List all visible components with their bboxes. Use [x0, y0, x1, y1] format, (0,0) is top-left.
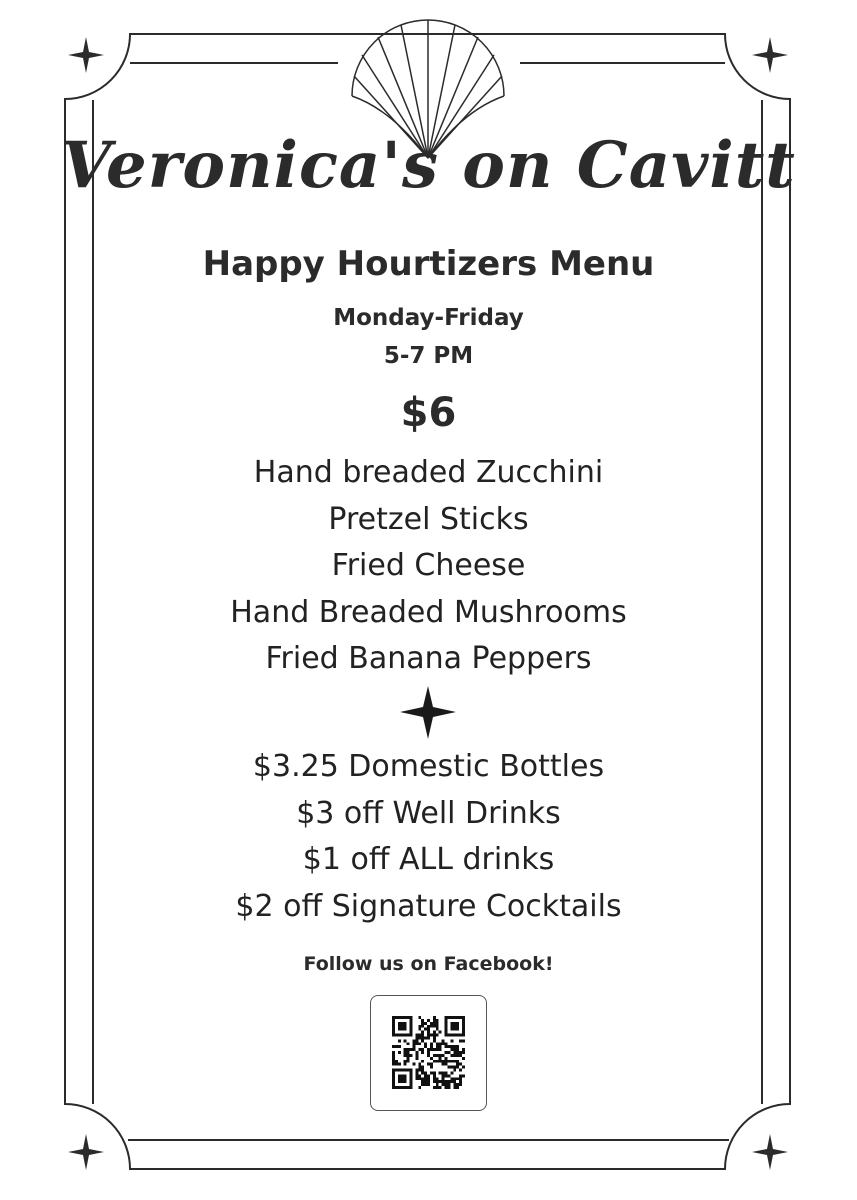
qr-code-icon [392, 1016, 465, 1089]
restaurant-title: Veronica's on Cavitt [61, 128, 796, 203]
food-list [0, 450, 857, 683]
four-point-star-icon [68, 1134, 104, 1170]
hours-label: 5-7 PM [383, 343, 474, 369]
food-item: Hand breaded Zucchini [253, 455, 604, 490]
food-item: Hand Breaded Mushrooms [230, 594, 627, 630]
drink-special-item: $3.25 Domestic Bottles [252, 749, 605, 784]
food-item: Fried Cheese [331, 548, 526, 583]
drink-special-item: $3 off Well Drinks [296, 795, 561, 831]
food-item: Pretzel Sticks [328, 501, 529, 537]
qr-code[interactable] [370, 995, 487, 1111]
drink-special-item: $2 off Signature Cocktails [235, 888, 622, 924]
price-label: $6 [400, 390, 457, 436]
drink-special-item: $1 off ALL drinks [302, 842, 555, 877]
food-item: Fried Banana Peppers [265, 641, 592, 676]
follow-facebook-text: Follow us on Facebook! [303, 953, 554, 975]
days-label: Monday-Friday [333, 305, 524, 331]
four-point-star-icon [752, 37, 788, 73]
four-point-star-icon [752, 1134, 788, 1170]
divider-star-icon [400, 686, 456, 739]
four-point-star-icon [68, 37, 104, 73]
drink-specials-list [0, 744, 857, 930]
menu-subtitle: Happy Hourtizers Menu [202, 244, 655, 284]
